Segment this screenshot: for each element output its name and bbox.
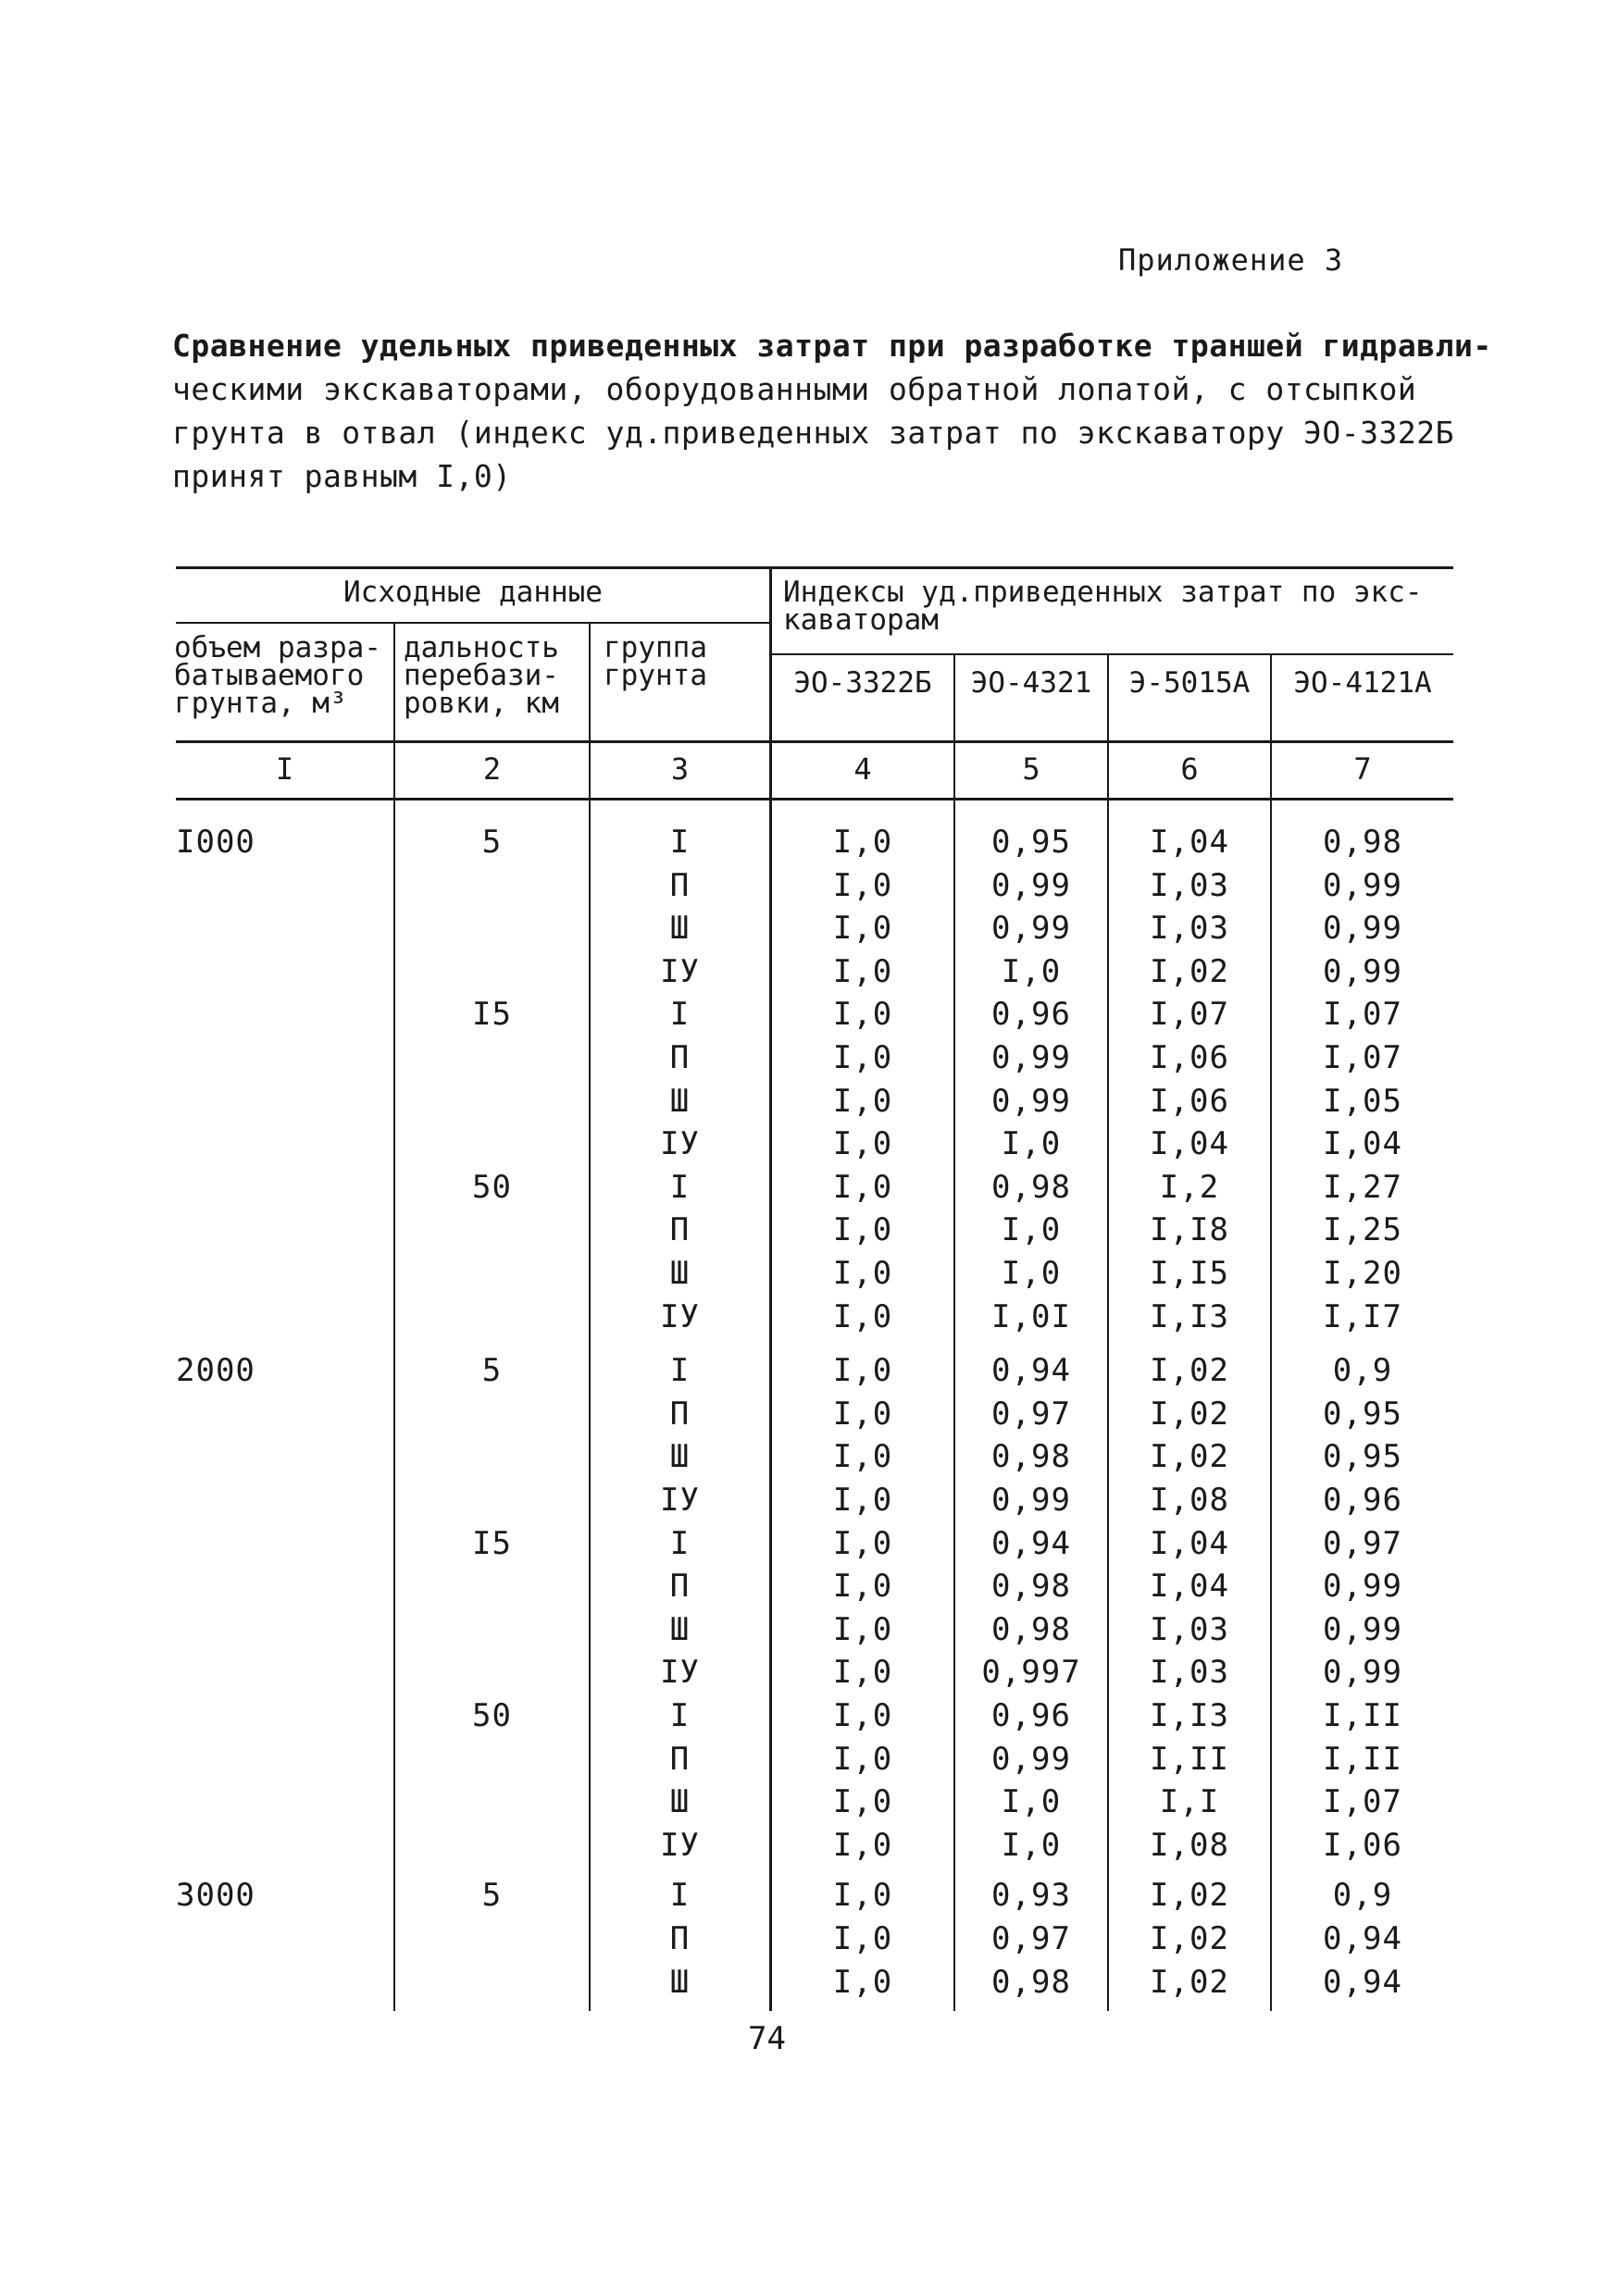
- cell-index-eo4121a: I,04: [1323, 1125, 1402, 1162]
- cell-index-eo4121a: I,07: [1323, 1039, 1402, 1076]
- cell-distance: 5: [481, 1352, 503, 1389]
- col-header-soil-group: группа: [604, 631, 707, 664]
- cell-index-eo4321: 0,99: [991, 1741, 1071, 1778]
- cell-index-eo4121a: 0,99: [1323, 910, 1402, 947]
- column-number: 5: [1022, 751, 1040, 787]
- cell-soil-group: IУ: [660, 1827, 700, 1864]
- cell-volume: 2000: [176, 1352, 255, 1389]
- cell-distance: 50: [472, 1169, 512, 1206]
- cell-index-eo3322b: I,0: [832, 1169, 893, 1206]
- cell-volume: 3000: [176, 1877, 255, 1914]
- cell-soil-group: I: [669, 824, 691, 861]
- cell-index-eo3322b: I,0: [832, 1741, 893, 1778]
- cell-index-eo4321: 0,98: [991, 1169, 1071, 1206]
- cell-index-eo4121a: 0,99: [1323, 953, 1402, 990]
- page-number: 74: [748, 2020, 786, 2057]
- cell-index-eo4321: 0,99: [991, 867, 1071, 904]
- cell-index-e5015a: I,07: [1150, 996, 1229, 1033]
- cell-index-eo4321: I,0: [1001, 1211, 1062, 1248]
- col-header-distance: дальность: [404, 631, 559, 664]
- cell-soil-group: Ш: [669, 1083, 691, 1120]
- caption-line: ческими экскаваторами, оборудованными обратной лопатой, с отсыпкой: [172, 371, 1417, 407]
- cell-index-eo4321: 0,997: [981, 1654, 1081, 1691]
- cell-index-eo3322b: I,0: [832, 1827, 893, 1864]
- cell-distance: I5: [472, 996, 512, 1033]
- cell-index-eo4321: I,0I: [991, 1298, 1071, 1335]
- cell-index-eo4321: 0,95: [991, 824, 1071, 861]
- cell-soil-group: П: [669, 1396, 691, 1433]
- table-caption: [172, 324, 1492, 498]
- cell-index-eo4321: 0,94: [991, 1352, 1071, 1389]
- cell-soil-group: IУ: [660, 1125, 700, 1162]
- cell-index-eo3322b: I,0: [832, 1396, 893, 1433]
- cell-index-eo4121a: I,07: [1323, 996, 1402, 1033]
- cell-index-eo4321: 0,97: [991, 1396, 1071, 1433]
- cell-index-eo4121a: I,25: [1323, 1211, 1402, 1248]
- cell-index-e5015a: I,I8: [1150, 1211, 1229, 1248]
- cell-index-e5015a: I,02: [1150, 953, 1229, 990]
- cell-index-e5015a: I,02: [1150, 1964, 1229, 2001]
- cell-index-eo3322b: I,0: [832, 1697, 893, 1734]
- cell-index-eo4321: 0,98: [991, 1438, 1071, 1475]
- cell-index-eo4321: I,0: [1001, 1783, 1062, 1820]
- cell-soil-group: IУ: [660, 1654, 700, 1691]
- cell-index-eo4321: 0,96: [991, 996, 1071, 1033]
- cell-index-eo3322b: I,0: [832, 1920, 893, 1957]
- cell-index-eo3322b: I,0: [832, 1877, 893, 1914]
- column-number: 7: [1353, 751, 1372, 787]
- cell-soil-group: IУ: [660, 953, 700, 990]
- cell-index-eo4121a: 0,99: [1323, 1568, 1402, 1605]
- caption-line: Сравнение удельных приведенных затрат при разработке траншей гидравли-: [172, 328, 1492, 364]
- col-divider: [393, 800, 395, 2011]
- cell-index-eo4121a: 0,9: [1332, 1352, 1393, 1389]
- column-number: 4: [853, 751, 872, 787]
- cell-index-eo4321: 0,93: [991, 1877, 1071, 1914]
- cell-index-eo4321: I,0: [1001, 1827, 1062, 1864]
- cell-index-eo4321: I,0: [1001, 953, 1062, 990]
- cell-index-eo3322b: I,0: [832, 824, 893, 861]
- cell-soil-group: Ш: [669, 1964, 691, 2001]
- cell-index-eo4121a: I,07: [1323, 1783, 1402, 1820]
- cell-index-e5015a: I,04: [1150, 1568, 1229, 1605]
- cell-index-e5015a: I,I3: [1150, 1298, 1229, 1335]
- appendix-label: Приложение 3: [1118, 242, 1344, 278]
- header-bottom-rule: [176, 740, 1453, 743]
- cell-index-eo3322b: I,0: [832, 1611, 893, 1648]
- cell-soil-group: I: [669, 1352, 691, 1389]
- group-header-source: Исходные данные: [343, 576, 603, 609]
- cell-index-e5015a: I,02: [1150, 1352, 1229, 1389]
- cell-index-eo4321: 0,98: [991, 1964, 1071, 2001]
- cell-soil-group: П: [669, 1211, 691, 1248]
- cell-index-eo4321: I,0: [1001, 1255, 1062, 1292]
- col-header-volume: грунта, м³: [174, 687, 347, 720]
- cell-index-eo4321: 0,94: [991, 1525, 1071, 1562]
- header-group-rule: [176, 622, 770, 624]
- cell-soil-group: IУ: [660, 1482, 700, 1519]
- cell-soil-group: Ш: [669, 1438, 691, 1475]
- cell-distance: 5: [481, 824, 503, 861]
- cell-index-eo4121a: 0,95: [1323, 1396, 1402, 1433]
- cell-distance: 5: [481, 1877, 503, 1914]
- cell-index-eo4121a: 0,95: [1323, 1438, 1402, 1475]
- numbers-bottom-rule: [176, 798, 1453, 800]
- caption-line: грунта в отвал (индекс уд.приведенных затрат по экскаватору ЭО-3322Б: [172, 415, 1455, 451]
- cell-index-eo3322b: I,0: [832, 1255, 893, 1292]
- cell-index-eo4321: 0,96: [991, 1697, 1071, 1734]
- col-header-soil-group: грунта: [604, 659, 707, 692]
- col-header-machine: Э-5015А: [1128, 666, 1251, 700]
- col-header-volume: объем разра-: [174, 631, 381, 664]
- cell-index-eo3322b: I,0: [832, 1482, 893, 1519]
- cell-distance: 50: [472, 1697, 512, 1734]
- cell-index-e5015a: I,2: [1159, 1169, 1220, 1206]
- cell-soil-group: Ш: [669, 1611, 691, 1648]
- cell-index-e5015a: I,04: [1150, 824, 1229, 861]
- cell-index-eo4321: 0,99: [991, 910, 1071, 947]
- cell-index-eo3322b: I,0: [832, 1298, 893, 1335]
- cell-index-eo3322b: I,0: [832, 1125, 893, 1162]
- cell-index-eo3322b: I,0: [832, 1783, 893, 1820]
- cell-index-eo4321: 0,99: [991, 1083, 1071, 1120]
- cell-index-eo3322b: I,0: [832, 1039, 893, 1076]
- cell-soil-group: П: [669, 1039, 691, 1076]
- cell-index-eo4121a: 0,99: [1323, 867, 1402, 904]
- col-header-volume: батываемого: [174, 659, 365, 692]
- cell-soil-group: I: [669, 1525, 691, 1562]
- cell-index-e5015a: I,04: [1150, 1125, 1229, 1162]
- cell-index-eo3322b: I,0: [832, 996, 893, 1033]
- cell-index-e5015a: I,06: [1150, 1083, 1229, 1120]
- cell-index-eo4121a: 0,94: [1323, 1920, 1402, 1957]
- cell-index-e5015a: I,03: [1150, 1654, 1229, 1691]
- cell-index-e5015a: I,06: [1150, 1039, 1229, 1076]
- cell-soil-group: IУ: [660, 1298, 700, 1335]
- cell-index-e5015a: I,02: [1150, 1877, 1229, 1914]
- cell-index-eo4121a: I,20: [1323, 1255, 1402, 1292]
- col-header-machine: ЭО-4121А: [1293, 666, 1432, 700]
- caption-line: принят равным I,0): [172, 458, 512, 494]
- cell-index-eo3322b: I,0: [832, 910, 893, 947]
- cell-index-eo4321: 0,98: [991, 1611, 1071, 1648]
- col-header-machine: ЭО-4321: [970, 666, 1092, 700]
- cell-index-e5015a: I,03: [1150, 867, 1229, 904]
- cell-index-eo4321: 0,99: [991, 1039, 1071, 1076]
- column-number: 6: [1180, 751, 1199, 787]
- col-header-distance: ровки, км: [404, 687, 559, 720]
- cell-index-eo3322b: I,0: [832, 1654, 893, 1691]
- cell-soil-group: П: [669, 1920, 691, 1957]
- cell-soil-group: П: [669, 1741, 691, 1778]
- col-header-distance: перебази-: [404, 659, 559, 692]
- cell-index-eo3322b: I,0: [832, 1352, 893, 1389]
- column-number: I: [275, 751, 294, 787]
- cell-index-eo4121a: 0,99: [1323, 1611, 1402, 1648]
- cell-index-e5015a: I,02: [1150, 1396, 1229, 1433]
- cell-index-eo4121a: 0,99: [1323, 1654, 1402, 1691]
- cell-index-eo3322b: I,0: [832, 1211, 893, 1248]
- cell-distance: I5: [472, 1525, 512, 1562]
- cell-index-eo3322b: I,0: [832, 953, 893, 990]
- cell-soil-group: I: [669, 1877, 691, 1914]
- cell-volume: I000: [176, 824, 255, 861]
- cell-index-eo4121a: I,05: [1323, 1083, 1402, 1120]
- cell-index-e5015a: I,03: [1150, 910, 1229, 947]
- column-number: 3: [670, 751, 690, 787]
- table-top-rule: [176, 566, 1453, 569]
- cell-index-e5015a: I,08: [1150, 1482, 1229, 1519]
- header-machines-rule: [770, 653, 1453, 655]
- cell-soil-group: П: [669, 1568, 691, 1605]
- cell-index-eo3322b: I,0: [832, 1525, 893, 1562]
- cell-index-eo4121a: 0,96: [1323, 1482, 1402, 1519]
- cell-index-eo4321: 0,98: [991, 1568, 1071, 1605]
- cell-index-e5015a: I,I5: [1150, 1255, 1229, 1292]
- cell-soil-group: I: [669, 1169, 691, 1206]
- cell-index-eo4121a: I,II: [1323, 1741, 1402, 1778]
- cell-soil-group: П: [669, 867, 691, 904]
- cell-soil-group: Ш: [669, 1255, 691, 1292]
- cell-index-e5015a: I,II: [1150, 1741, 1229, 1778]
- cell-soil-group: I: [669, 996, 691, 1033]
- cell-index-eo4121a: I,II: [1323, 1697, 1402, 1734]
- group-header-indices: Индексы уд.приведенных затрат по экс-: [783, 576, 1423, 609]
- cell-index-eo3322b: I,0: [832, 1438, 893, 1475]
- cell-index-eo3322b: I,0: [832, 1568, 893, 1605]
- cell-soil-group: I: [669, 1697, 691, 1734]
- cell-index-e5015a: I,03: [1150, 1611, 1229, 1648]
- cell-index-eo4321: I,0: [1001, 1125, 1062, 1162]
- column-number: 2: [482, 751, 502, 787]
- cell-index-eo4121a: I,06: [1323, 1827, 1402, 1864]
- cell-index-e5015a: I,04: [1150, 1525, 1229, 1562]
- cell-index-e5015a: I,I: [1159, 1783, 1220, 1820]
- cell-index-eo4121a: I,I7: [1323, 1298, 1402, 1335]
- cell-index-eo4121a: 0,97: [1323, 1525, 1402, 1562]
- cell-index-eo4121a: 0,9: [1332, 1877, 1393, 1914]
- cell-index-eo3322b: I,0: [832, 1083, 893, 1120]
- cell-index-eo3322b: I,0: [832, 1964, 893, 2001]
- cell-index-eo4121a: 0,98: [1323, 824, 1402, 861]
- cell-index-e5015a: I,02: [1150, 1438, 1229, 1475]
- group-header-indices-cont: каваторам: [783, 603, 939, 637]
- col-header-machine: ЭО-3322Б: [793, 666, 932, 700]
- cell-index-eo4321: 0,97: [991, 1920, 1071, 1957]
- cell-soil-group: Ш: [669, 1783, 691, 1820]
- cell-index-e5015a: I,I3: [1150, 1697, 1229, 1734]
- cell-index-eo4121a: I,27: [1323, 1169, 1402, 1206]
- cell-index-eo3322b: I,0: [832, 867, 893, 904]
- cell-soil-group: Ш: [669, 910, 691, 947]
- cell-index-eo4321: 0,99: [991, 1482, 1071, 1519]
- cell-index-e5015a: I,02: [1150, 1920, 1229, 1957]
- cell-index-e5015a: I,08: [1150, 1827, 1229, 1864]
- cell-index-eo4121a: 0,94: [1323, 1964, 1402, 2001]
